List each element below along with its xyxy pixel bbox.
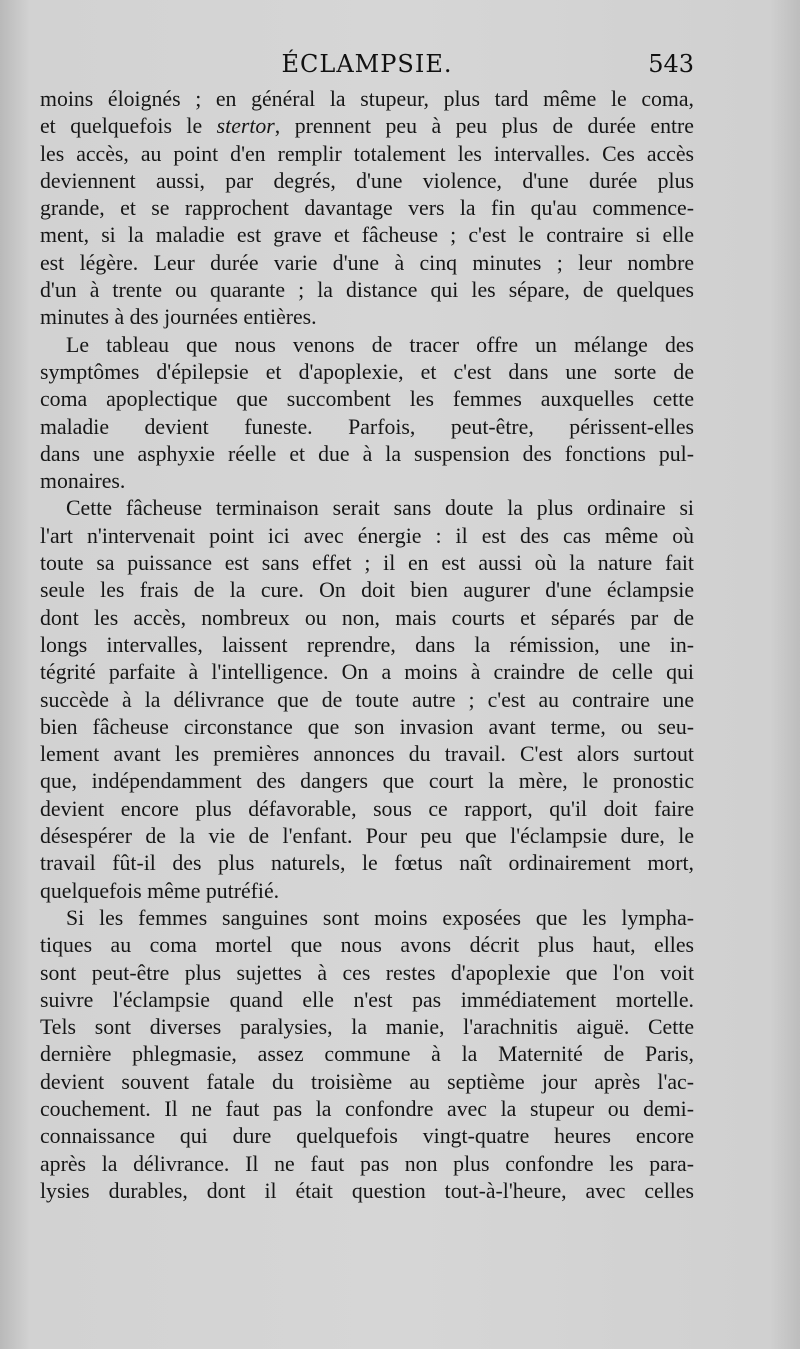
text-line: lysies durables, dont il était question tout-à-l'heure, avec celles xyxy=(40,1178,694,1203)
text-line: maladie devient funeste. Parfois, peut-être, périssent-elles xyxy=(40,414,694,439)
text-line: l'art n'intervenait point ici avec énergie : il est des cas même où xyxy=(40,523,694,548)
text-line: lement avant les premières annonces du travail. C'est alors surtout xyxy=(40,742,694,767)
text-line: seule les frais de la cure. On doit bien augurer d'une éclampsie xyxy=(40,578,694,603)
text-line: désespérer de la vie de l'enfant. Pour peu que l'éclampsie dure, le xyxy=(40,824,694,849)
running-head xyxy=(40,50,694,84)
text-line: deviennent aussi, par degrés, d'une violence, d'une durée plus xyxy=(40,168,694,193)
text-line: grande, et se rapprochent davantage vers la fin qu'au commence- xyxy=(40,196,694,221)
text-line: travail fût-il des plus naturels, le fœtus naît ordinairement mort, xyxy=(40,851,694,876)
text-line: minutes à des journées entières. xyxy=(40,305,317,330)
text-line: ment, si la maladie est grave et fâcheuse ; c'est le contraire si elle xyxy=(40,223,694,248)
text-line: longs intervalles, laissent reprendre, dans la rémission, une in- xyxy=(40,632,694,657)
text-line: moins éloignés ; en général la stupeur, plus tard même le coma, xyxy=(40,87,694,111)
text-line: Cette fâcheuse terminaison serait sans doute la plus ordinaire si xyxy=(66,496,694,521)
text-line: suivre l'éclampsie quand elle n'est pas immédiatement mortelle. xyxy=(40,987,694,1012)
text-line: devient encore plus défavorable, sous ce rapport, qu'il doit faire xyxy=(40,796,694,821)
text-line: Tels sont diverses paralysies, la manie, l'arachnitis aiguë. Cette xyxy=(40,1015,694,1040)
text-line: sont peut-être plus sujettes à ces restes d'apoplexie que l'on voit xyxy=(40,960,694,985)
text-line: symptômes d'épilepsie et d'apoplexie, et c'est dans une sorte de xyxy=(40,359,694,384)
text-line: succède à la délivrance que de toute autre ; c'est au contraire une xyxy=(40,687,694,712)
page-number: 543 xyxy=(648,50,694,78)
text-line: est légère. Leur durée varie d'une à cinq minutes ; leur nombre xyxy=(40,250,694,275)
text-line: quelquefois même putréfié. xyxy=(40,878,280,903)
text-line: d'un à trente ou quarante ; la distance qui les sépare, de quelques xyxy=(40,278,694,303)
chapter-title: ÉCLAMPSIE. xyxy=(281,50,453,78)
text-line: dont les accès, nombreux ou non, mais courts et séparés par de xyxy=(40,605,694,630)
text-line: coma apoplectique que succombent les femmes auxquelles cette xyxy=(40,387,694,412)
text-line: tiques au coma mortel que nous avons décrit plus haut, elles xyxy=(40,933,694,958)
text-line: connaissance qui dure quelquefois vingt-quatre heures encore xyxy=(40,1124,694,1149)
text-line: devient souvent fatale du troisième au septième jour après l'ac- xyxy=(40,1069,694,1094)
text-line: dans une asphyxie réelle et due à la suspension des fonctions pul- xyxy=(40,441,694,466)
text-line: bien fâcheuse circonstance que son invasion avant terme, ou seu- xyxy=(40,714,694,739)
text-line: après la délivrance. Il ne faut pas non plus confondre les para- xyxy=(40,1151,694,1176)
text-line: monaires. xyxy=(40,469,126,494)
body-text xyxy=(40,86,694,1205)
text-line: et quelquefois le stertor, prennent peu à peu plus de durée entre xyxy=(40,114,694,139)
text-line: Le tableau que nous venons de tracer offre un mélange des xyxy=(66,332,694,357)
text-line: toute sa puissance est sans effet ; il en est aussi où la nature fait xyxy=(40,551,694,576)
text-line: Si les femmes sanguines sont moins exposées que les lympha- xyxy=(66,905,694,930)
text-line: tégrité parfaite à l'intelligence. On a moins à craindre de celle qui xyxy=(40,660,694,685)
text-line: que, indépendamment des dangers que court la mère, le pronostic xyxy=(40,769,694,794)
text-line: couchement. Il ne faut pas la confondre avec la stupeur ou demi- xyxy=(40,1096,694,1121)
text-line: les accès, au point d'en remplir totalement les intervalles. Ces accès xyxy=(40,141,694,166)
text-line: dernière phlegmasie, assez commune à la Maternité de Paris, xyxy=(40,1042,694,1067)
